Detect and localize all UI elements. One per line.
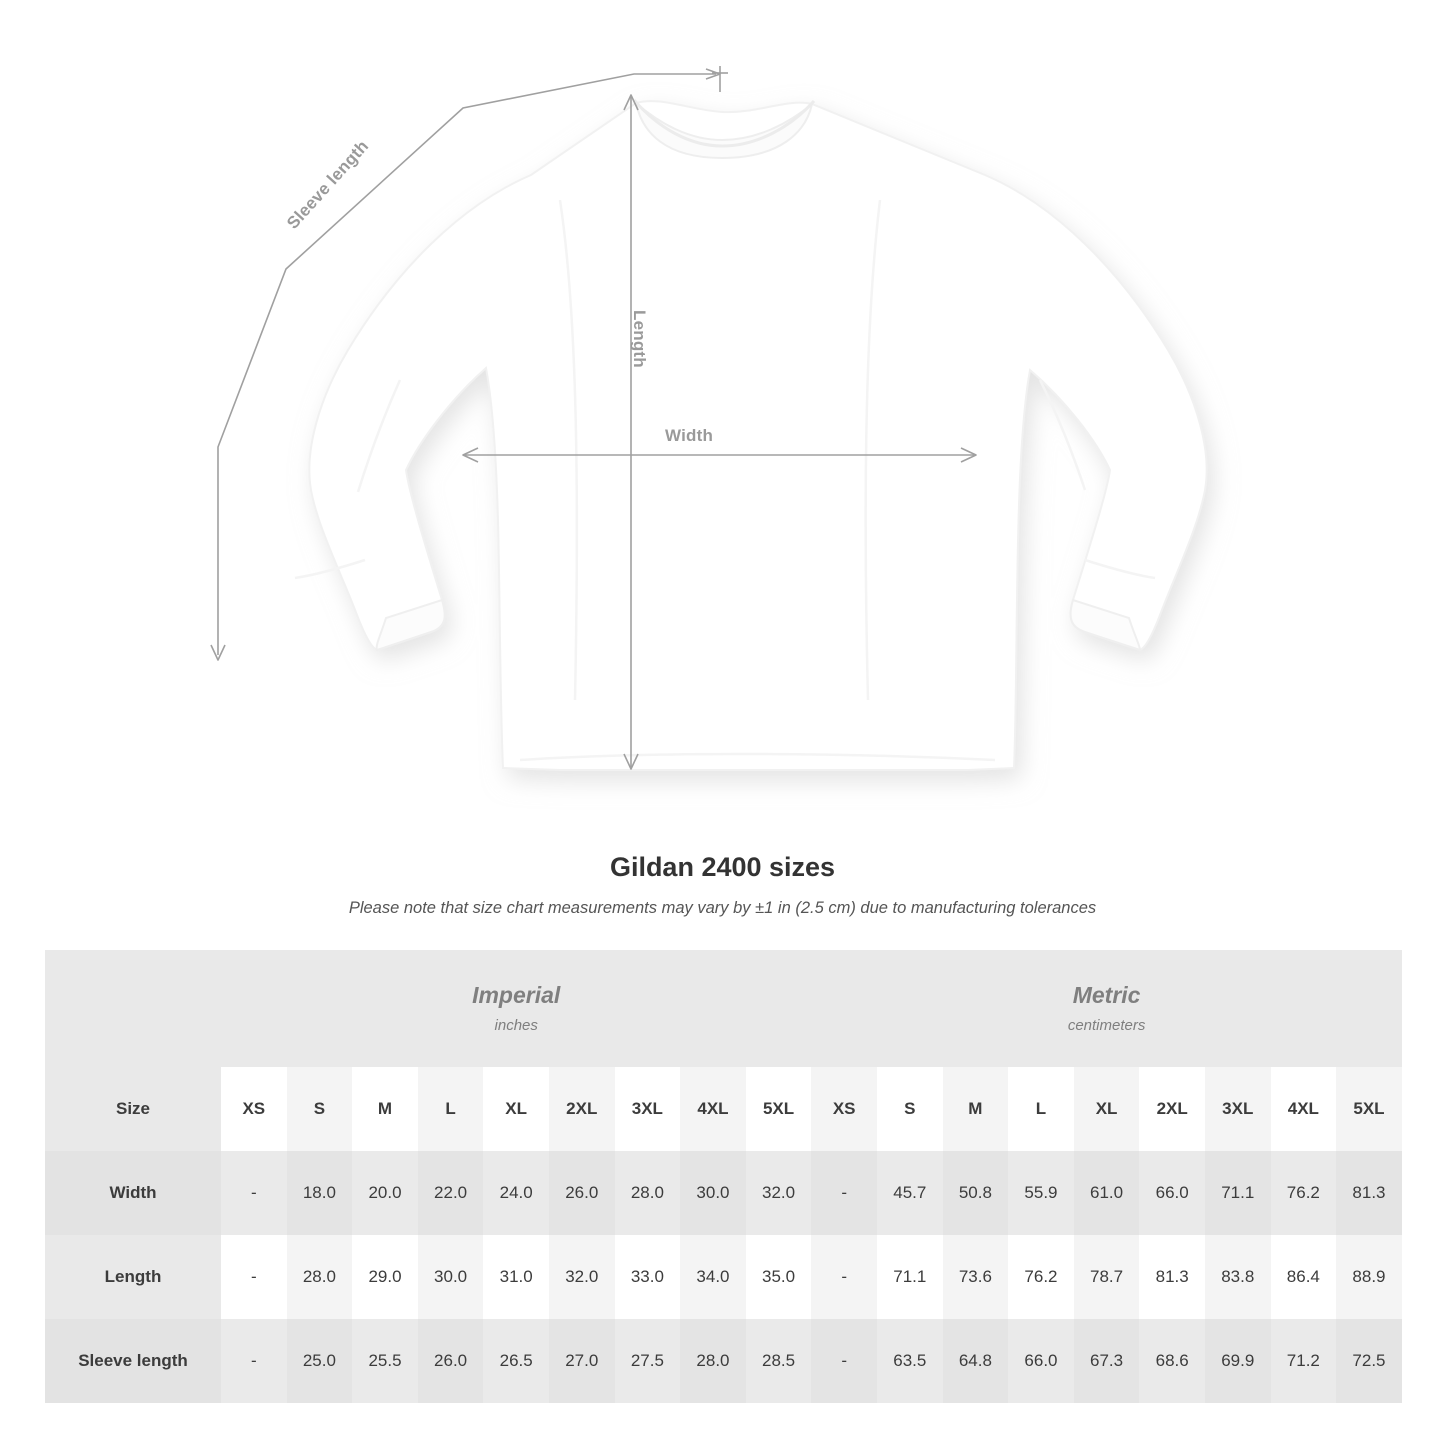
cell-length-metric-xl: 78.7 <box>1074 1235 1140 1319</box>
cell-width-metric-l: 55.9 <box>1008 1151 1074 1235</box>
col-header-imperial-xs: XS <box>221 1067 287 1151</box>
cell-sleeve-metric-2xl: 68.6 <box>1139 1319 1205 1403</box>
cell-length-imperial-5xl: 35.0 <box>746 1235 812 1319</box>
cell-width-imperial-s: 18.0 <box>287 1151 353 1235</box>
cell-width-metric-xs: - <box>811 1151 877 1235</box>
width-label: Width <box>665 426 714 445</box>
col-header-metric-2xl: 2XL <box>1139 1067 1205 1151</box>
col-header-metric-5xl: 5XL <box>1336 1067 1402 1151</box>
cell-length-metric-3xl: 83.8 <box>1205 1235 1271 1319</box>
cell-sleeve-imperial-2xl: 27.0 <box>549 1319 615 1403</box>
col-header-imperial-xl: XL <box>483 1067 549 1151</box>
col-header-imperial-m: M <box>352 1067 418 1151</box>
cell-sleeve-metric-s: 63.5 <box>877 1319 943 1403</box>
col-header-metric-xl: XL <box>1074 1067 1140 1151</box>
size-table-wrap <box>45 950 1400 1403</box>
row-label-length: Length <box>45 1235 221 1319</box>
cell-sleeve-imperial-m: 25.5 <box>352 1319 418 1403</box>
unit-header-spacer <box>45 950 221 1067</box>
col-header-metric-3xl: 3XL <box>1205 1067 1271 1151</box>
cell-width-metric-3xl: 71.1 <box>1205 1151 1271 1235</box>
length-label: Length <box>630 310 649 368</box>
cell-length-imperial-4xl: 34.0 <box>680 1235 746 1319</box>
unit-header-imperial <box>221 950 811 1067</box>
imperial-unit-sub: inches <box>494 1017 538 1035</box>
metric-unit-name: Metric <box>1072 981 1141 1008</box>
col-header-imperial-4xl: 4XL <box>680 1067 746 1151</box>
cell-width-imperial-xl: 24.0 <box>483 1151 549 1235</box>
table-row <box>45 1235 1402 1319</box>
cell-length-imperial-3xl: 33.0 <box>615 1235 681 1319</box>
col-header-metric-xs: XS <box>811 1067 877 1151</box>
row-label-width: Width <box>45 1151 221 1235</box>
table-row <box>45 1151 1402 1235</box>
cell-width-imperial-4xl: 30.0 <box>680 1151 746 1235</box>
cell-width-imperial-l: 22.0 <box>418 1151 484 1235</box>
cell-width-imperial-5xl: 32.0 <box>746 1151 812 1235</box>
cell-width-metric-m: 50.8 <box>943 1151 1009 1235</box>
imperial-unit-name: Imperial <box>472 981 561 1008</box>
cell-length-imperial-xl: 31.0 <box>483 1235 549 1319</box>
cell-length-metric-m: 73.6 <box>943 1235 1009 1319</box>
col-header-imperial-2xl: 2XL <box>549 1067 615 1151</box>
cell-length-metric-5xl: 88.9 <box>1336 1235 1402 1319</box>
col-header-imperial-5xl: 5XL <box>746 1067 812 1151</box>
unit-header-metric <box>811 950 1401 1067</box>
cell-width-imperial-3xl: 28.0 <box>615 1151 681 1235</box>
cell-length-imperial-l: 30.0 <box>418 1235 484 1319</box>
tolerance-note: Please note that size chart measurements may vary by ±1 in (2.5 cm) due to manufacturing tolerances <box>348 899 1097 917</box>
cell-width-imperial-xs: - <box>221 1151 287 1235</box>
cell-sleeve-metric-xl: 67.3 <box>1074 1319 1140 1403</box>
cell-sleeve-metric-4xl: 71.2 <box>1271 1319 1337 1403</box>
cell-sleeve-metric-3xl: 69.9 <box>1205 1319 1271 1403</box>
cell-width-metric-5xl: 81.3 <box>1336 1151 1402 1235</box>
col-header-imperial-s: S <box>287 1067 353 1151</box>
cell-sleeve-imperial-3xl: 27.5 <box>615 1319 681 1403</box>
col-header-imperial-3xl: 3XL <box>615 1067 681 1151</box>
cell-length-imperial-2xl: 32.0 <box>549 1235 615 1319</box>
sleeve-length-label: Sleeve length <box>283 136 373 233</box>
cell-length-metric-xs: - <box>811 1235 877 1319</box>
cell-length-metric-s: 71.1 <box>877 1235 943 1319</box>
cell-sleeve-metric-xs: - <box>811 1319 877 1403</box>
cell-length-imperial-s: 28.0 <box>287 1235 353 1319</box>
cell-length-metric-l: 76.2 <box>1008 1235 1074 1319</box>
col-header-metric-s: S <box>877 1067 943 1151</box>
cell-width-metric-s: 45.7 <box>877 1151 943 1235</box>
cell-sleeve-imperial-l: 26.0 <box>418 1319 484 1403</box>
cell-sleeve-metric-5xl: 72.5 <box>1336 1319 1402 1403</box>
cell-sleeve-imperial-4xl: 28.0 <box>680 1319 746 1403</box>
col-header-metric-4xl: 4XL <box>1271 1067 1337 1151</box>
cell-sleeve-metric-m: 64.8 <box>943 1319 1009 1403</box>
cell-sleeve-imperial-xs: - <box>221 1319 287 1403</box>
cell-width-metric-4xl: 76.2 <box>1271 1151 1337 1235</box>
title-block <box>0 852 1445 918</box>
cell-sleeve-imperial-xl: 26.5 <box>483 1319 549 1403</box>
cell-width-metric-2xl: 66.0 <box>1139 1151 1205 1235</box>
cell-length-imperial-xs: - <box>221 1235 287 1319</box>
col-header-imperial-l: L <box>418 1067 484 1151</box>
size-table <box>45 950 1402 1403</box>
row-label-sleeve-length: Sleeve length <box>45 1319 221 1403</box>
size-header-row <box>45 1067 1402 1151</box>
cell-width-metric-xl: 61.0 <box>1074 1151 1140 1235</box>
cell-sleeve-imperial-5xl: 28.5 <box>746 1319 812 1403</box>
cell-sleeve-imperial-s: 25.0 <box>287 1319 353 1403</box>
col-header-metric-l: L <box>1008 1067 1074 1151</box>
metric-unit-sub: centimeters <box>1067 1017 1146 1035</box>
page-title: Gildan 2400 sizes <box>609 852 836 882</box>
col-header-metric-m: M <box>943 1067 1009 1151</box>
shirt-shape <box>309 101 1206 770</box>
cell-sleeve-metric-l: 66.0 <box>1008 1319 1074 1403</box>
table-row <box>45 1319 1402 1403</box>
cell-width-imperial-2xl: 26.0 <box>549 1151 615 1235</box>
cell-length-metric-2xl: 81.3 <box>1139 1235 1205 1319</box>
unit-header-row <box>45 950 1402 1067</box>
cell-length-metric-4xl: 86.4 <box>1271 1235 1337 1319</box>
cell-length-imperial-m: 29.0 <box>352 1235 418 1319</box>
size-header-label: Size <box>45 1067 221 1151</box>
cell-width-imperial-m: 20.0 <box>352 1151 418 1235</box>
